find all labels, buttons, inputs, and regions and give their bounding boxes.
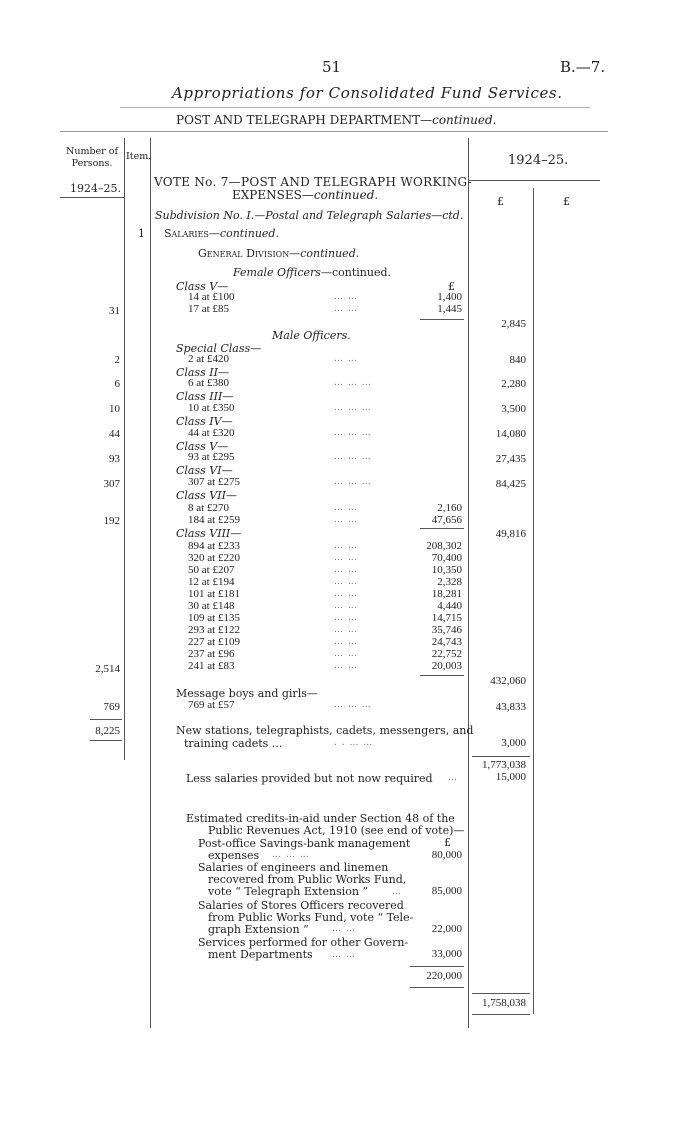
page-number: 51 xyxy=(322,58,342,76)
amount: 47,656 xyxy=(431,514,462,526)
page-title: Appropriations for Consolidated Fund Services. xyxy=(172,84,563,102)
rate-desc: 227 at £109 xyxy=(188,636,240,648)
year-left-rule xyxy=(60,197,124,198)
credit-line: ment Departments xyxy=(208,948,313,961)
credit-line: Services performed for other Govern- xyxy=(198,936,409,949)
persons-count: 10 xyxy=(109,403,120,415)
credits-total-rule xyxy=(410,966,464,967)
year-header: 1924–25. xyxy=(508,153,569,168)
leader-dots: … … xyxy=(334,577,358,587)
rate-desc: 237 at £96 xyxy=(188,648,235,660)
leader-dots: … … … xyxy=(334,403,372,413)
class-label: Special Class— xyxy=(176,342,262,355)
leader-dots: … … … xyxy=(334,452,372,462)
title-rule xyxy=(120,107,590,108)
amount: 10,350 xyxy=(431,564,462,576)
vote-title: VOTE No. 7—POST AND TELEGRAPH WORKING- xyxy=(154,175,473,189)
leader-dots: … … … xyxy=(334,378,372,388)
rule-persons xyxy=(124,138,125,760)
persons-count: 93 xyxy=(109,453,120,465)
new-stations-text-cont: training cadets ... xyxy=(184,737,283,750)
leader-dots: … … … xyxy=(272,850,310,860)
amount: 20,003 xyxy=(431,660,462,672)
persons-total-rule xyxy=(90,719,122,720)
year-rule xyxy=(468,180,600,181)
amount: 70,400 xyxy=(431,552,462,564)
item-number: 1 xyxy=(138,227,145,240)
less-salaries-text: Less salaries provided but not now required xyxy=(186,772,433,785)
subtotal: 840 xyxy=(509,354,526,366)
rate-desc: 894 at £233 xyxy=(188,540,240,552)
credit-line: expenses xyxy=(208,849,260,862)
leader-dots: … … … xyxy=(334,477,372,487)
leader-dots: … … xyxy=(334,515,358,525)
credits-total-rule-bottom xyxy=(410,987,464,988)
amount: 35,746 xyxy=(431,624,462,636)
persons-count: 31 xyxy=(109,305,120,317)
item-header: Item. xyxy=(126,151,152,162)
amount: 22,752 xyxy=(431,648,462,660)
salaries-heading: Salaries—continued. xyxy=(164,227,279,240)
amount: 1,445 xyxy=(437,303,462,315)
persons-total-rule-bottom xyxy=(90,740,122,741)
subtotal: 14,080 xyxy=(495,428,526,440)
leader-dots: … … xyxy=(334,601,358,611)
department-heading: POST AND TELEGRAPH DEPARTMENT—continued. xyxy=(176,113,497,127)
credits-intro: Estimated credits-in-aid under Section 48 of the xyxy=(186,812,455,825)
class-label: Class VI— xyxy=(176,464,233,477)
leader-dots: … … … xyxy=(334,700,372,710)
leader-dots: … … xyxy=(334,553,358,563)
credit-line: vote “ Telegraph Extension ” xyxy=(208,885,369,898)
amount: 24,743 xyxy=(431,636,462,648)
persons-count: 307 xyxy=(103,478,120,490)
class-label: Class IV— xyxy=(176,415,233,428)
subtotal-rule xyxy=(420,528,464,529)
subtotal-rule xyxy=(420,319,464,320)
amount: 14,715 xyxy=(431,612,462,624)
vote-title-cont: EXPENSES—continued. xyxy=(232,188,379,202)
credit-amount: 22,000 xyxy=(431,923,462,935)
rate-desc: 44 at £320 xyxy=(188,427,235,439)
rate-desc: 6 at £380 xyxy=(188,377,229,389)
number-of-persons-header: Number of Persons. xyxy=(66,146,118,169)
leader-dots: … … xyxy=(334,503,358,513)
leader-dots: … xyxy=(392,887,402,897)
class-label: Class III— xyxy=(176,390,234,403)
persons-count: 6 xyxy=(114,378,120,390)
leader-dots: … … xyxy=(334,637,358,647)
class-label: Class V— xyxy=(176,280,229,293)
subtotal: 432,060 xyxy=(490,675,526,687)
credit-line: recovered from Public Works Fund, xyxy=(208,873,407,886)
class-label: Class VIII— xyxy=(176,527,242,540)
rate-desc: 307 at £275 xyxy=(188,476,240,488)
amount: 4,440 xyxy=(437,600,462,612)
leader-dots: … … xyxy=(334,304,358,314)
subdivision-heading: Subdivision No. I.—Postal and Telegraph Salaries—ctd. xyxy=(155,209,464,222)
credits-total: 220,000 xyxy=(426,970,462,982)
credit-amount: 85,000 xyxy=(431,885,462,897)
amount: 1,400 xyxy=(437,291,462,303)
class-label: Message boys and girls— xyxy=(176,687,318,700)
rate-desc: 50 at £207 xyxy=(188,564,235,576)
amount: 2,328 xyxy=(437,576,462,588)
class-label: Class V— xyxy=(176,440,229,453)
rate-desc: 293 at £122 xyxy=(188,624,240,636)
rate-desc: 14 at £100 xyxy=(188,291,235,303)
leader-dots: … … xyxy=(334,565,358,575)
class-label: Class II— xyxy=(176,366,229,379)
rate-desc: 769 at £57 xyxy=(188,699,235,711)
persons-count: 2 xyxy=(114,354,120,366)
pound-sign-inner: £ xyxy=(448,280,455,293)
credit-amount: 33,000 xyxy=(431,948,462,960)
credits-intro-cont: Public Revenues Act, 1910 (see end of vote)— xyxy=(208,824,465,837)
new-stations-text: New stations, telegraphists, cadets, messengers, and xyxy=(176,724,474,737)
leader-dots: … … xyxy=(334,649,358,659)
rule-item xyxy=(150,138,151,1028)
rate-desc: 2 at £420 xyxy=(188,353,229,365)
leader-dots: … … xyxy=(334,613,358,623)
leader-dots: … … xyxy=(334,541,358,551)
subtotal: 3,000 xyxy=(501,737,526,749)
rate-desc: 109 at £135 xyxy=(188,612,240,624)
leader-dots: … … xyxy=(334,661,358,671)
leader-dots: … … xyxy=(332,950,356,960)
credit-line: Salaries of Stores Officers recovered xyxy=(198,899,404,912)
rate-desc: 184 at £259 xyxy=(188,514,240,526)
subtotal: 84,425 xyxy=(495,478,526,490)
subtotal: 2,845 xyxy=(501,318,526,330)
net-rule-bottom xyxy=(472,1014,530,1015)
persons-total: 8,225 xyxy=(95,725,120,737)
year-left-header: 1924–25. xyxy=(70,182,121,195)
credit-line: from Public Works Fund, vote “ Tele- xyxy=(208,911,414,924)
female-officers-heading: Female Officers—continued. xyxy=(233,266,391,279)
subtotal: 49,816 xyxy=(495,528,526,540)
subtotal: 43,833 xyxy=(495,701,526,713)
rate-desc: 101 at £181 xyxy=(188,588,240,600)
amount: 208,302 xyxy=(426,540,462,552)
amount: 18,281 xyxy=(431,588,462,600)
gross-rule xyxy=(472,756,530,757)
subtotal: 2,280 xyxy=(501,378,526,390)
amount: 2,160 xyxy=(437,502,462,514)
persons-count: 44 xyxy=(109,428,120,440)
leader-dots: … … xyxy=(334,625,358,635)
rule-pounds xyxy=(533,188,534,1014)
gross-total: 1,773,038 xyxy=(482,759,526,771)
net-total: 1,758,038 xyxy=(482,997,526,1009)
credit-line: graph Extension ” xyxy=(208,923,309,936)
rate-desc: 241 at £83 xyxy=(188,660,235,672)
subtotal: 3,500 xyxy=(501,403,526,415)
leader-dots: . . … … xyxy=(334,738,374,748)
rule-amount xyxy=(468,138,469,1028)
rate-desc: 10 at £350 xyxy=(188,402,235,414)
male-officers-heading: Male Officers. xyxy=(272,329,351,342)
leader-dots: … … xyxy=(334,354,358,364)
class-label: Class VII— xyxy=(176,489,237,502)
persons-count: 192 xyxy=(103,515,120,527)
leader-dots: … xyxy=(448,773,458,783)
rate-desc: 93 at £295 xyxy=(188,451,235,463)
document-ref: B.—7. xyxy=(560,58,606,76)
persons-count: 769 xyxy=(103,701,120,713)
credit-line: Salaries of engineers and linemen xyxy=(198,861,389,874)
leader-dots: … … xyxy=(334,589,358,599)
rate-desc: 12 at £194 xyxy=(188,576,235,588)
rate-desc: 320 at £220 xyxy=(188,552,240,564)
heading-rule xyxy=(60,131,608,132)
subtotal-rule xyxy=(420,675,464,676)
leader-dots: … … … xyxy=(334,428,372,438)
rate-desc: 8 at £270 xyxy=(188,502,229,514)
credit-amount: 80,000 xyxy=(431,849,462,861)
rate-desc: 17 at £85 xyxy=(188,303,229,315)
pound-sign-credits: £ xyxy=(444,836,451,849)
leader-dots: … … xyxy=(332,924,356,934)
leader-dots: … … xyxy=(334,292,358,302)
less-amount: 15,000 xyxy=(495,771,526,783)
general-division-heading: General Division—continued. xyxy=(198,247,360,260)
subtotal: 27,435 xyxy=(495,453,526,465)
pound-sign-col2: £ xyxy=(563,195,570,208)
net-rule xyxy=(472,993,530,994)
pound-sign-col1: £ xyxy=(497,195,504,208)
rate-desc: 30 at £148 xyxy=(188,600,235,612)
persons-count: 2,514 xyxy=(95,663,120,675)
credit-line: Post-office Savings-bank management xyxy=(198,837,411,850)
